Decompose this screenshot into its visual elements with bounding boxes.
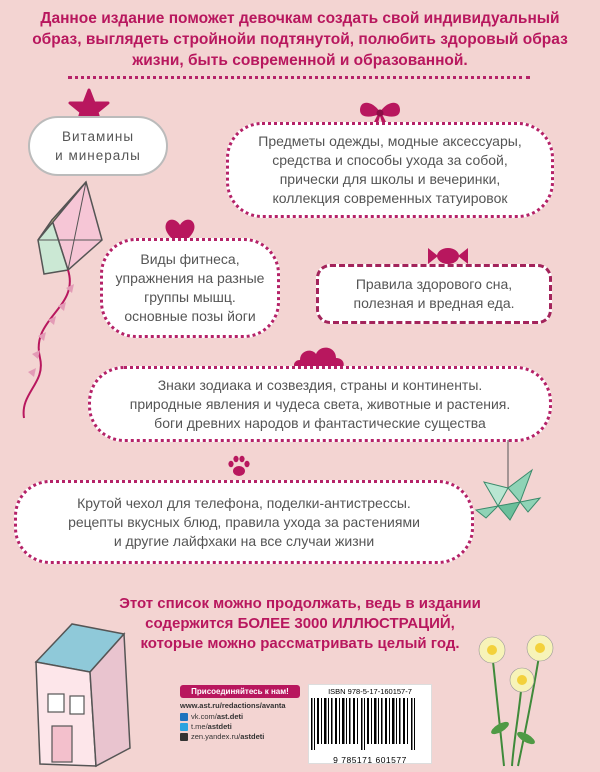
zen-icon xyxy=(180,733,188,741)
social-link-telegram[interactable] xyxy=(180,722,300,731)
telegram-icon xyxy=(180,723,188,731)
sleep-line: Правила здорового сна, xyxy=(355,276,513,292)
link-handle: astdeti xyxy=(240,732,265,741)
social-links xyxy=(180,685,300,759)
vitamins-line: и минералы xyxy=(55,148,141,163)
social-link-vk[interactable] xyxy=(180,712,300,721)
house-illustration xyxy=(24,618,144,768)
zodiac-line: Знаки зодиака и созвездия, страны и континенты. xyxy=(157,376,483,393)
link-handle: astdeti xyxy=(207,722,232,731)
outro-line: которые можно рассматривать целый год. xyxy=(140,635,460,652)
clothes-line: прически для школы и вечеринки, xyxy=(279,171,501,187)
intro-text: Данное издание поможет девочкам создать свой индивидуальный образ, выглядеть стройнойи подтянутой, полюбить здоровый образ жизни, быть современной и образованной. xyxy=(32,10,568,69)
clothes-box xyxy=(226,122,554,218)
clothes-line: средства и способы ухода за собой, xyxy=(272,152,508,168)
vk-icon xyxy=(180,713,188,721)
lifehacks-box xyxy=(14,480,474,564)
fitness-line: основные позы йоги xyxy=(124,308,256,324)
clothes-line: коллекция современных татуировок xyxy=(272,190,508,206)
link-prefix: zen.yandex.ru/ xyxy=(191,732,241,741)
fitness-box xyxy=(100,238,280,338)
link-handle: ast.deti xyxy=(216,712,244,721)
paw-icon xyxy=(226,454,252,478)
zodiac-line: природные явления и чудеса света, животные и растения. xyxy=(129,395,511,412)
social-header: Присоединяйтесь к нам! xyxy=(180,685,300,698)
barcode-block xyxy=(308,684,432,764)
barcode xyxy=(309,698,419,750)
flowers-illustration xyxy=(470,628,570,768)
link-prefix: vk.com/ xyxy=(191,712,217,721)
lifehacks-line: Крутой чехол для телефона, поделки-антистрессы. xyxy=(77,494,411,511)
paper-crane-illustration xyxy=(468,440,548,544)
vitamins-box xyxy=(28,116,168,176)
isbn-text: ISBN 978-5-17-160157-7 xyxy=(328,687,412,696)
barcode-number: 9 785171 601577 xyxy=(333,755,407,765)
outro-line: содержится БОЛЕЕ 3000 ИЛЛЮСТРАЦИЙ, xyxy=(145,615,455,632)
sleep-box xyxy=(316,264,552,324)
sleep-line: полезная и вредная еда. xyxy=(353,295,515,311)
lifehacks-line: рецепты вкусных блюд, правила ухода за растениями xyxy=(68,513,420,530)
website-link[interactable]: www.ast.ru/redactions/avanta xyxy=(180,701,286,710)
zodiac-box xyxy=(88,366,552,442)
clothes-line: Предметы одежды, модные аксессуары, xyxy=(258,133,522,149)
zodiac-line: боги древних народов и фантастические существа xyxy=(154,414,486,431)
outro-line: Этот список можно продолжать, ведь в издании xyxy=(119,595,481,612)
fitness-line: Виды фитнеса, xyxy=(140,251,240,267)
fitness-line: группы мышц. xyxy=(144,289,236,305)
link-prefix: t.me/ xyxy=(191,722,208,731)
divider xyxy=(68,76,530,79)
fitness-line: упражнения на разные xyxy=(115,270,265,286)
lifehacks-line: и другие лайфхаки на все случаи жизни xyxy=(113,532,375,549)
vitamins-line: Витамины xyxy=(61,129,135,144)
social-link-zen[interactable] xyxy=(180,732,300,741)
